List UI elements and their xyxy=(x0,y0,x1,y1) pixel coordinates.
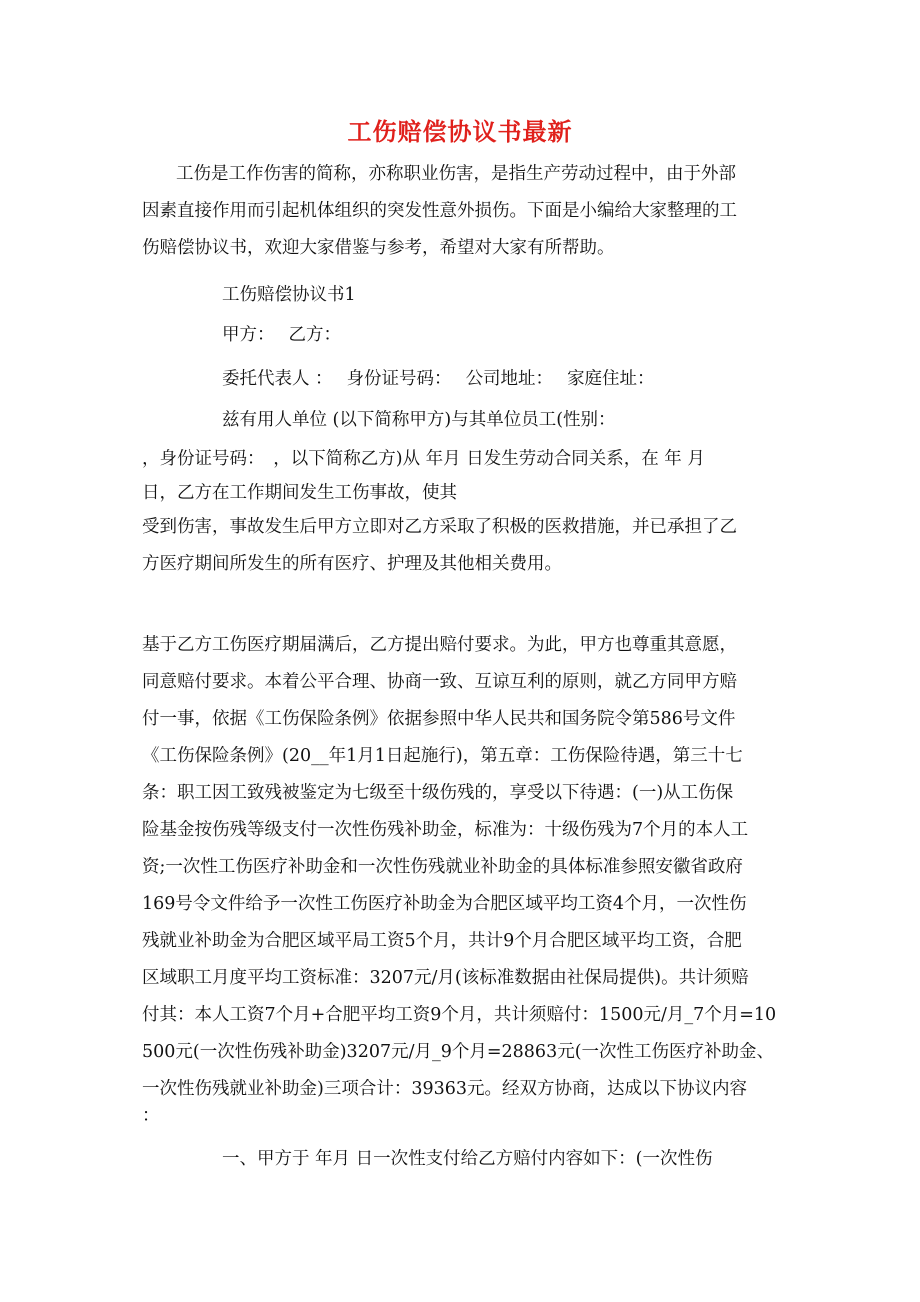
paragraph-line: 方医疗期间所发生的所有医疗、护理及其他相关费用。 xyxy=(142,554,562,574)
representative-label: 委托代表人 ： xyxy=(222,369,333,389)
company-address-label: 公司地址： xyxy=(465,369,554,389)
section-heading: 工伤赔偿协议书1 xyxy=(222,285,356,305)
paragraph-line: 日，乙方在工作期间发生工伤事故，使其 xyxy=(142,483,457,503)
party-b-label: 乙方： xyxy=(288,325,341,345)
paragraph-line: 受到伤害，事故发生后甲方立即对乙方采取了积极的医救措施，并已承担了乙 xyxy=(142,517,737,537)
home-address-label: 家庭住址： xyxy=(567,369,655,389)
paragraph-line: 付其：本人工资7个月+合肥平均工资9个月，共计须赔付：1500元/月_7个月=10 xyxy=(142,1005,777,1025)
paragraph-line: 区域职工月度平均工资标准：3207元/月(该标准数据由社保局提供)。共计须赔 xyxy=(142,968,749,988)
fields-line xyxy=(222,366,655,392)
paragraph-line: 基于乙方工伤医疗期届满后，乙方提出赔付要求。为此，甲方也尊重其意愿， xyxy=(142,635,737,655)
id-number-label: 身份证号码： xyxy=(346,369,452,389)
paragraph-line: 险基金按伤残等级支付一次性伤残补助金，标准为：十级伤残为7个月的本人工 xyxy=(142,820,749,840)
intro-line: 伤赔偿协议书，欢迎大家借鉴与参考，希望对大家有所帮助。 xyxy=(142,238,615,258)
clause-line: 一、甲方于 年月 日一次性支付给乙方赔付内容如下：(一次性伤 xyxy=(222,1149,713,1169)
paragraph-line: 同意赔付要求。本着公平合理、协商一致、互谅互利的原则，就乙方同甲方赔 xyxy=(142,672,737,692)
paragraph-line: ，身份证号码： ，以下简称乙方)从 年月 日发生劳动合同关系，在 年 月 xyxy=(142,449,705,469)
document-title: 工伤赔偿协议书最新 xyxy=(347,118,573,146)
paragraph-line: 付一事，依据《工伤保险条例》依据参照中华人民共和国务院令第586号文件 xyxy=(142,709,736,729)
paragraph-line: 残就业补助金为合肥区域平局工资5个月，共计9个月合肥区域平均工资，合肥 xyxy=(142,931,742,951)
intro-line: 因素直接作用而引起机体组织的突发性意外损伤。下面是小编给大家整理的工 xyxy=(142,201,737,221)
paragraph-line: 169号令文件给予一次性工伤医疗补助金为合肥区域平均工资4个月，一次性伤 xyxy=(142,894,747,914)
paragraph-line: 一次性伤残就业补助金)三项合计：39363元。经双方协商，达成以下协议内容 xyxy=(142,1079,747,1099)
intro-line: 工伤是工作伤害的简称，亦称职业伤害，是指生产劳动过程中，由于外部 xyxy=(176,164,736,184)
paragraph-line: 《工伤保险条例》(20__年1月1日起施行)，第五章：工伤保险待遇，第三十七 xyxy=(142,746,743,766)
paragraph-line: 条：职工因工致残被鉴定为七级至十级伤残的，享受以下待遇：(一)从工伤保 xyxy=(142,783,734,803)
paragraph-line: ： xyxy=(142,1106,160,1126)
parties-line xyxy=(222,322,341,348)
paragraph-line: 资;一次性工伤医疗补助金和一次性伤残就业补助金的具体标准参照安徽省政府 xyxy=(142,857,743,877)
paragraph-line: 500元(一次性伤残补助金)3207元/月_9个月=28863元(一次性工伤医疗补助金、 xyxy=(142,1042,775,1062)
paragraph-line: 兹有用人单位 (以下简称甲方)与其单位员工(性别： xyxy=(222,410,616,430)
party-a-label: 甲方： xyxy=(222,325,275,345)
